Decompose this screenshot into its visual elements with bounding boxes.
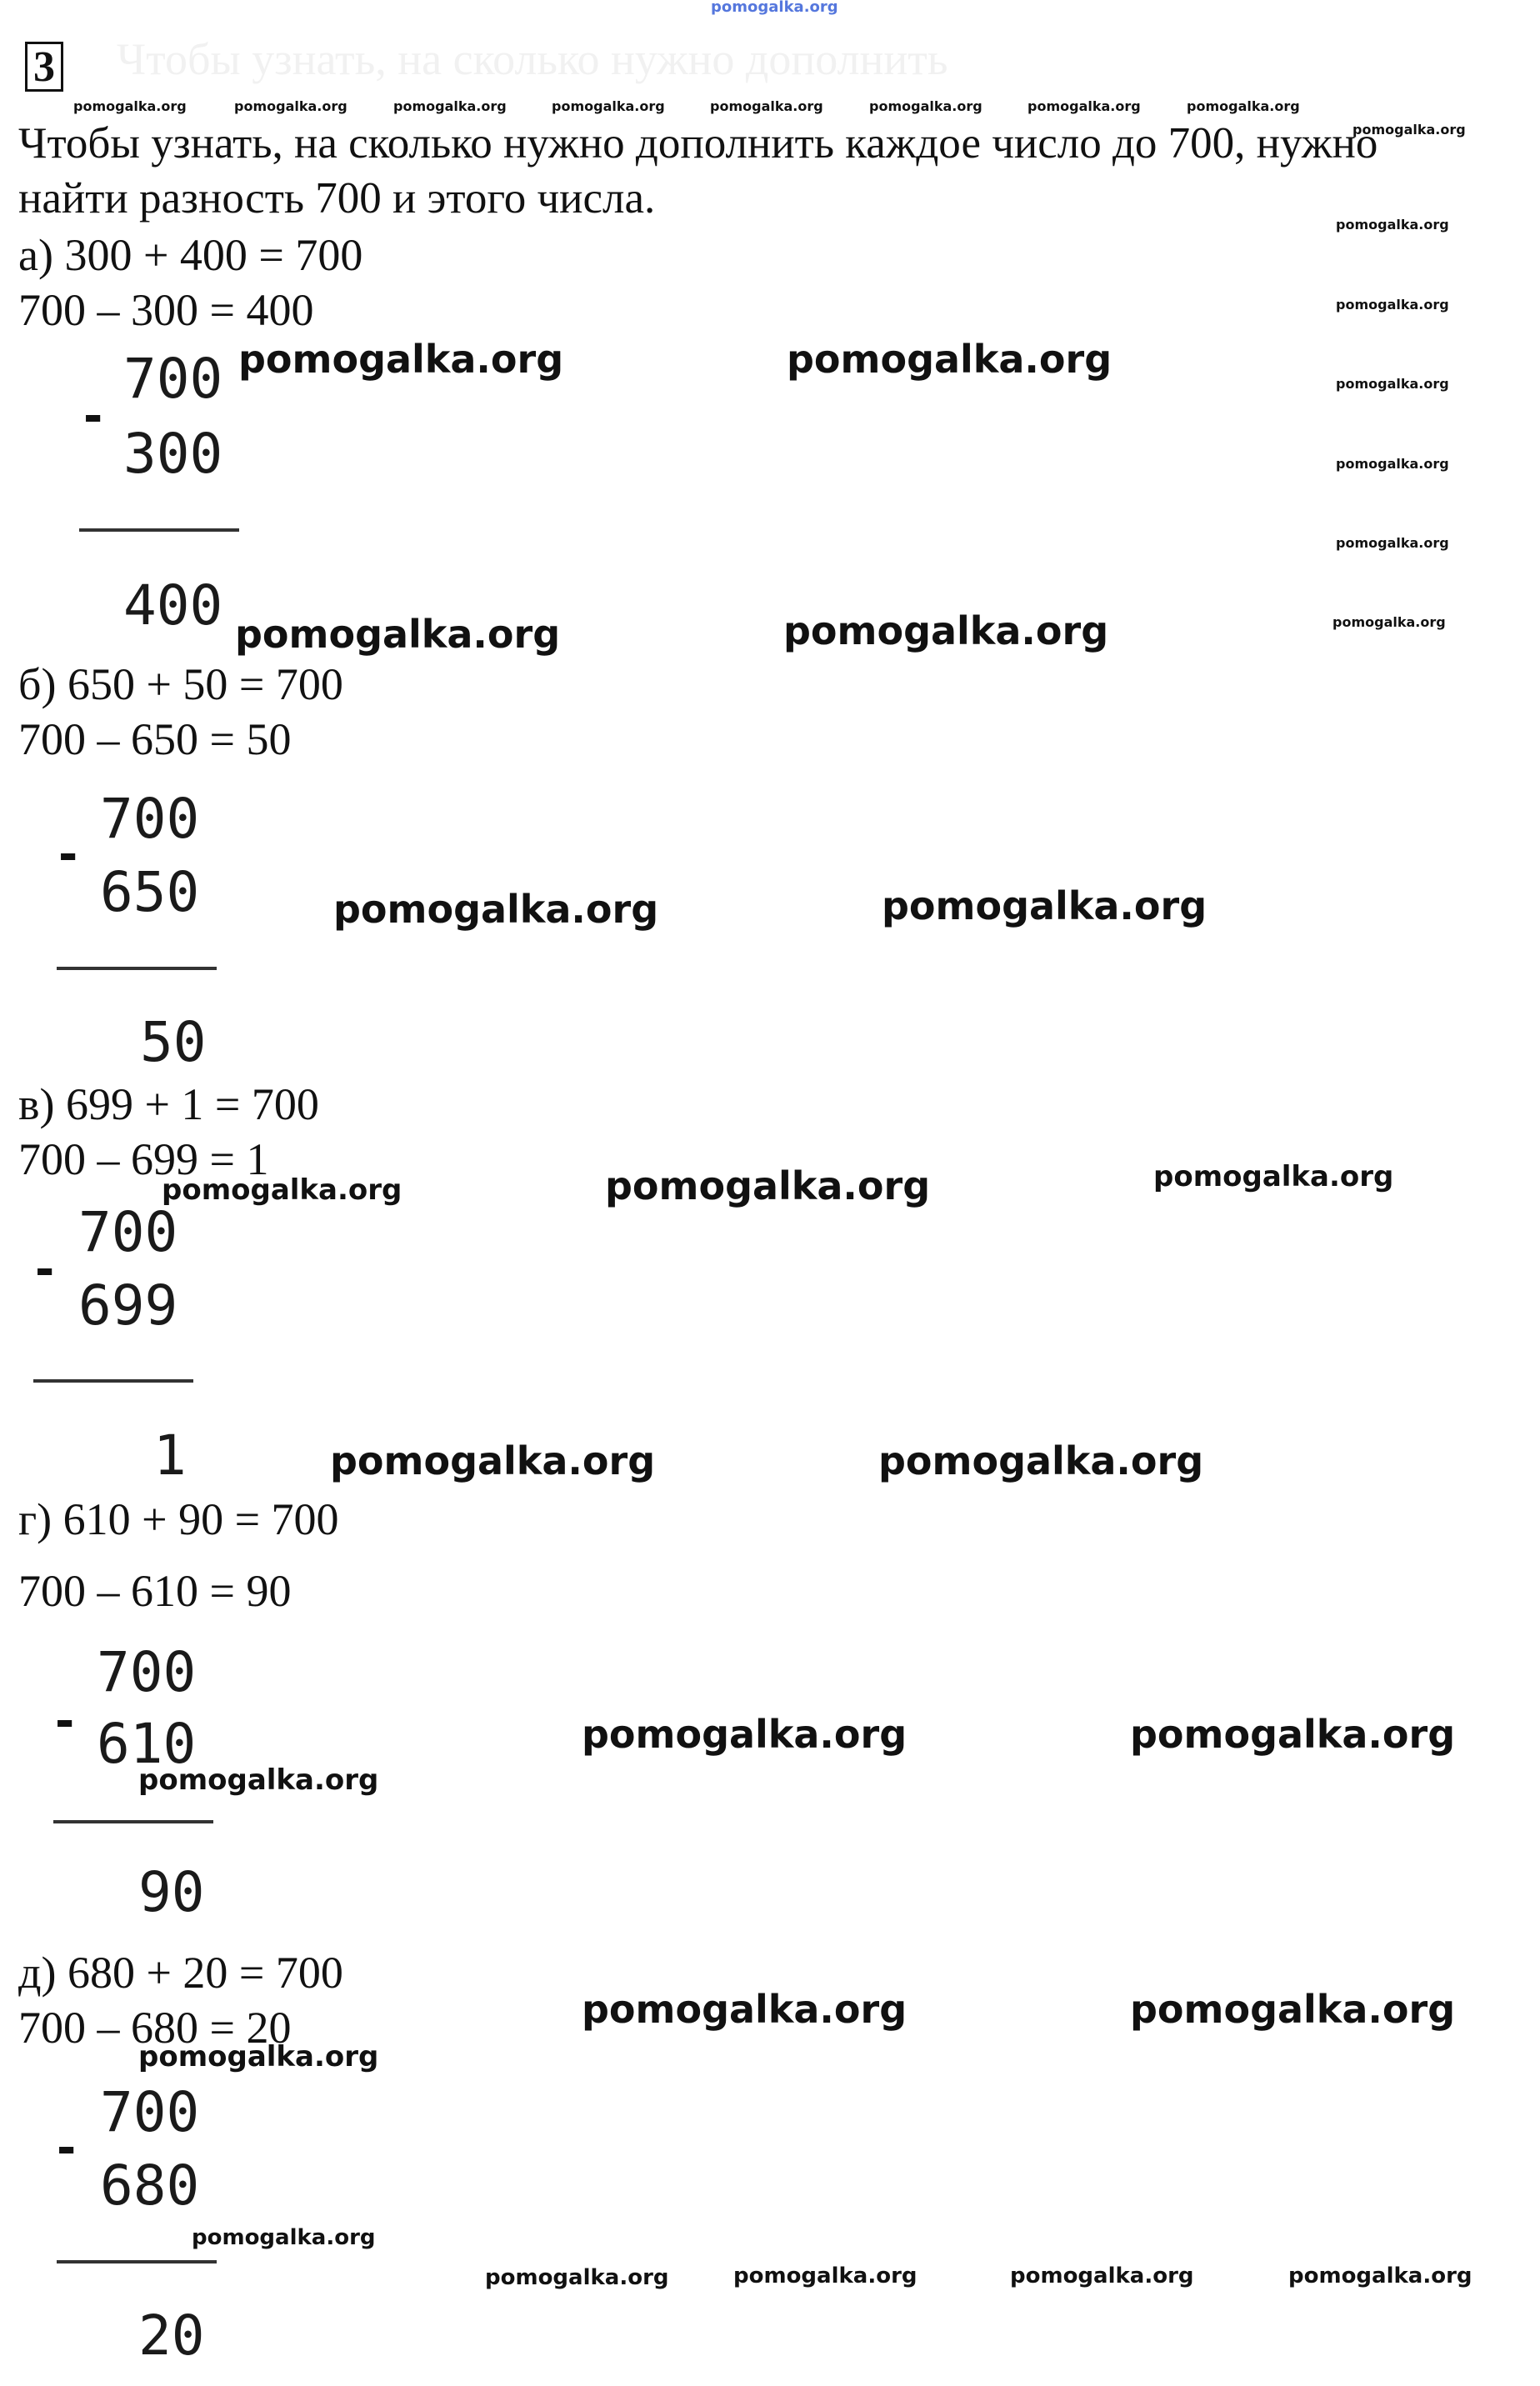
section-a-equation-1: а) 300 + 400 = 700 <box>18 230 363 280</box>
intro-line-1: Чтобы узнать, на сколько нужно дополнить каждое число до 700, нужно <box>18 119 1378 168</box>
watermark-bottom-4: pomogalka.org <box>1288 2263 1472 2288</box>
section-g-subtrahend: 610 <box>97 1712 197 1776</box>
section-b-subtrahend: 650 <box>100 860 200 924</box>
section-d-minuend: 700 <box>100 2080 200 2144</box>
watermark-a-1: pomogalka.org <box>238 337 564 382</box>
section-d-rule <box>57 2260 217 2263</box>
section-g-equation-1: г) 610 + 90 = 700 <box>18 1494 339 1544</box>
watermark-d-2-small: pomogalka.org <box>192 2225 376 2250</box>
watermark-v-2: pomogalka.org <box>1153 1160 1394 1193</box>
section-a-subtrahend: 300 <box>123 422 223 486</box>
section-v-rule <box>33 1379 193 1383</box>
watermark-v-4: pomogalka.org <box>878 1438 1204 1483</box>
section-g-minuend: 700 <box>97 1640 197 1704</box>
watermark-row-6: pomogalka.org <box>869 98 982 114</box>
watermark-side-5: pomogalka.org <box>1336 535 1449 551</box>
watermark-a-3: pomogalka.org <box>235 612 561 657</box>
ghost-heading: Чтобы узнать, на сколько нужно дополнить <box>117 34 948 84</box>
section-a-minuend: 700 <box>123 347 223 411</box>
watermark-side-4: pomogalka.org <box>1336 456 1449 472</box>
section-g-equation-2: 700 – 610 = 90 <box>18 1566 292 1616</box>
watermark-d-2: pomogalka.org <box>1130 1987 1456 2032</box>
section-a-rule <box>79 528 239 532</box>
section-v-equation-1: в) 699 + 1 = 700 <box>18 1079 319 1129</box>
top-watermark: pomogalka.org <box>711 0 838 16</box>
watermark-v-small: pomogalka.org <box>162 1173 402 1207</box>
section-a-result: 400 <box>123 573 223 638</box>
watermark-row-5: pomogalka.org <box>710 98 823 114</box>
section-d-result: 20 <box>138 2303 205 2368</box>
section-b-rule <box>57 967 217 970</box>
watermark-v-3: pomogalka.org <box>330 1438 656 1483</box>
watermark-g-2: pomogalka.org <box>1130 1712 1456 1757</box>
watermark-row-4: pomogalka.org <box>552 98 665 114</box>
watermark-row-3: pomogalka.org <box>393 98 507 114</box>
watermark-g-small: pomogalka.org <box>138 1763 379 1797</box>
section-g-result: 90 <box>138 1860 205 1924</box>
section-b-result: 50 <box>140 1010 207 1074</box>
section-g-rule <box>53 1820 213 1823</box>
section-g-minus-sign: - <box>55 1694 75 1748</box>
watermark-v-1: pomogalka.org <box>605 1163 931 1208</box>
watermark-row-2: pomogalka.org <box>234 98 348 114</box>
watermark-side-1: pomogalka.org <box>1336 217 1449 233</box>
watermark-corner: pomogalka.org <box>1352 122 1466 138</box>
section-v-minuend: 700 <box>78 1200 178 1264</box>
watermark-bottom-1: pomogalka.org <box>485 2265 669 2290</box>
watermark-b-1: pomogalka.org <box>333 887 659 932</box>
section-b-equation-1: б) 650 + 50 = 700 <box>18 659 343 709</box>
watermark-side-3: pomogalka.org <box>1336 376 1449 392</box>
watermark-d-1: pomogalka.org <box>582 1987 908 2032</box>
watermark-d-small: pomogalka.org <box>138 2040 379 2073</box>
watermark-side-6: pomogalka.org <box>1332 614 1446 630</box>
section-d-subtrahend: 680 <box>100 2153 200 2218</box>
task-number-badge: 3 <box>25 42 63 92</box>
watermark-row-8: pomogalka.org <box>1187 98 1300 114</box>
section-b-equation-2: 700 – 650 = 50 <box>18 714 292 764</box>
section-b-minus-sign: - <box>58 828 78 882</box>
section-v-result: 1 <box>153 1423 187 1488</box>
watermark-bottom-2: pomogalka.org <box>733 2263 918 2288</box>
section-d-equation-1: д) 680 + 20 = 700 <box>18 1948 343 1998</box>
section-d-equation-2: 700 – 680 = 20 <box>18 2003 292 2053</box>
watermark-a-2: pomogalka.org <box>787 337 1112 382</box>
section-b-minuend: 700 <box>100 787 200 851</box>
watermark-b-2: pomogalka.org <box>882 883 1208 928</box>
watermark-side-2: pomogalka.org <box>1336 297 1449 313</box>
section-a-minus-sign: - <box>83 389 103 443</box>
watermark-row-1: pomogalka.org <box>73 98 187 114</box>
section-v-equation-2: 700 – 699 = 1 <box>18 1134 269 1184</box>
section-a-equation-2: 700 – 300 = 400 <box>18 285 314 335</box>
intro-line-2: найти разность 700 и этого числа. <box>18 174 656 223</box>
section-v-minus-sign: - <box>35 1243 55 1297</box>
watermark-a-4: pomogalka.org <box>783 608 1109 653</box>
section-d-minus-sign: - <box>57 2121 77 2175</box>
watermark-bottom-3: pomogalka.org <box>1010 2263 1194 2288</box>
watermark-row-7: pomogalka.org <box>1028 98 1141 114</box>
watermark-g-1: pomogalka.org <box>582 1712 908 1757</box>
section-v-subtrahend: 699 <box>78 1273 178 1338</box>
